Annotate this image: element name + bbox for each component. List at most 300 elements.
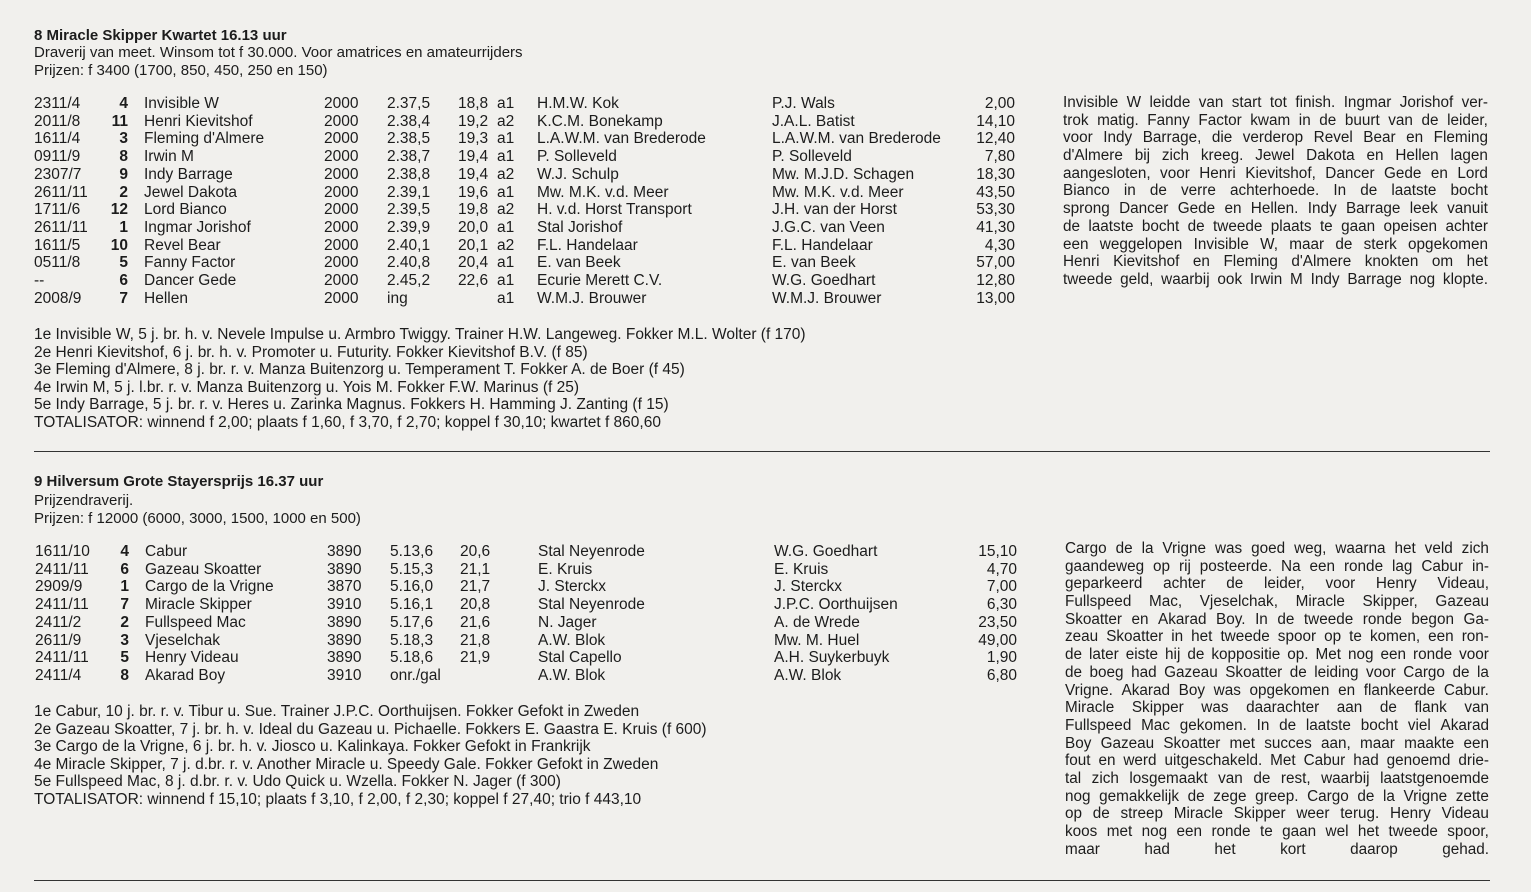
odds: 57,00 (976, 254, 1015, 272)
race-time: 5.16,0 (390, 578, 434, 596)
odds: 12,80 (976, 272, 1015, 289)
form-date: 0911/9 (34, 148, 81, 166)
word: veld (1424, 540, 1453, 557)
word: bij (1134, 147, 1151, 165)
word: de (1253, 769, 1271, 787)
horse-name: Hellen (144, 289, 188, 307)
word: Ga- (1463, 610, 1489, 628)
word: Fanny (1147, 111, 1190, 129)
driver: L.A.W.M. van Brederode (772, 130, 941, 148)
report-line (1063, 165, 1488, 183)
word: maar (1360, 734, 1395, 752)
driver: F.L. Handelaar (772, 236, 873, 254)
word: Kievitshof, (1245, 164, 1316, 182)
report-line (1065, 823, 1489, 841)
distance: 3890 (327, 631, 362, 649)
word: aan, (1321, 734, 1351, 752)
race-time: 5.17,6 (390, 613, 434, 631)
word: bocht (1360, 716, 1399, 734)
word: later (1089, 646, 1119, 664)
race-time: 2.39,5 (387, 201, 431, 219)
race-time: 2.37,5 (387, 95, 431, 112)
word: was (1201, 699, 1229, 717)
word: laatste (1305, 716, 1351, 734)
word: Skoatter (1163, 734, 1221, 752)
word: het (1357, 823, 1380, 840)
word: en (1098, 752, 1116, 770)
pedigree-line: 4e Miracle Skipper, 7 j. d.br. r. v. Another Miracle u. Speedy Gale. Fokker Gefokt in Zweden (34, 755, 659, 773)
race-time: 2.38,5 (387, 130, 431, 148)
word: de (1335, 235, 1353, 253)
word: hij (1165, 646, 1181, 664)
word: nog (1141, 823, 1168, 840)
word: van (1198, 94, 1224, 111)
word: het (1394, 540, 1416, 557)
word: Vjeselchak, (1199, 593, 1278, 611)
word: trok (1063, 111, 1089, 129)
word: In (1333, 182, 1347, 200)
report-line (1065, 717, 1489, 735)
form-date: -- (34, 272, 45, 289)
word: Gazeau (1435, 593, 1489, 611)
word: flankeerde (1363, 681, 1436, 699)
word: de (1279, 716, 1297, 734)
owner: E. Kruis (538, 560, 593, 578)
word: Henri (1199, 164, 1236, 182)
owner: H.M.W. Kok (537, 95, 619, 112)
km-time: 21,8 (460, 631, 491, 649)
word: van (1388, 111, 1413, 129)
word: Skoatter (1225, 663, 1283, 681)
word: Henry (1375, 575, 1417, 593)
word: een (1063, 235, 1089, 253)
amateur-class: a1 (497, 254, 515, 272)
pedigree-line: 1e Invisible W, 5 j. br. h. v. Nevele Impulse u. Armbro Twiggy. Trainer H.W. Langeweg. Fokker M.L. Wolter (f 170) (34, 326, 806, 343)
horse-name: Ingmar Jorishof (144, 218, 251, 236)
race-time: 2.40,8 (387, 254, 431, 272)
word: Jewel (1255, 147, 1295, 165)
word: een (1309, 557, 1336, 575)
word: maar (1289, 235, 1325, 253)
report-line: tweede geld, waarbij ook Irwin M Indy Barrage nog klopte. (1063, 270, 1488, 288)
word: zege (1213, 787, 1247, 805)
race-time: 5.18,3 (390, 631, 434, 649)
form-date: 2411/11 (35, 560, 89, 578)
word: verre (1180, 182, 1216, 200)
odds: 2,00 (984, 95, 1015, 112)
start-number: 2 (119, 183, 128, 201)
report-line (1065, 699, 1489, 717)
km-time: 21,6 (460, 613, 491, 631)
odds: 6,80 (986, 666, 1017, 684)
driver: J.H. van der Horst (772, 201, 897, 219)
report-line (1063, 200, 1488, 218)
word: te (1259, 823, 1273, 840)
driver: J. Sterckx (774, 578, 843, 596)
word: met (1106, 823, 1133, 840)
start-number: 7 (119, 289, 128, 307)
horse-name: Henri Kievitshof (144, 112, 253, 130)
horse-name: Revel Bear (144, 236, 221, 254)
word: Bear (1363, 129, 1396, 147)
word: Kievitshof (1113, 253, 1180, 271)
word: Barrage, (1142, 129, 1202, 147)
word: Dancer (1325, 164, 1375, 182)
odds: 1,90 (986, 649, 1017, 667)
horse-name: Henry Videau (145, 649, 239, 667)
distance: 2000 (324, 289, 359, 307)
amateur-class: a2 (497, 236, 515, 254)
km-time: 19,4 (458, 148, 489, 166)
distance: 3890 (327, 649, 362, 667)
start-number: 12 (110, 201, 128, 219)
driver: J.A.L. Batist (772, 112, 855, 130)
form-date: 2411/11 (35, 649, 89, 667)
owner: W.J. Schulp (537, 165, 619, 183)
word: Mac, (1148, 593, 1183, 611)
word: Invisible (1193, 235, 1249, 253)
distance: 2000 (324, 165, 359, 183)
word: de (1187, 787, 1205, 805)
word: een (1463, 734, 1489, 752)
owner: W.M.J. Brouwer (537, 289, 647, 307)
word: in (1171, 628, 1184, 646)
word: de (1360, 182, 1378, 200)
km-time: 22,6 (458, 272, 489, 289)
word: en (1366, 147, 1384, 165)
report-line (1065, 628, 1489, 646)
word: laatste (1088, 217, 1134, 235)
race9-notes (34, 703, 707, 809)
km-time: 20,4 (458, 254, 489, 272)
word: Na (1281, 557, 1301, 575)
word: tweede (1220, 628, 1270, 646)
report-line (1065, 682, 1489, 700)
distance: 3890 (327, 543, 362, 560)
word: en (1430, 164, 1448, 182)
race-time: 2.39,1 (387, 183, 431, 201)
word: Miracle (1173, 805, 1223, 823)
word: Barrage (1345, 200, 1401, 218)
driver: W.M.J. Brouwer (772, 289, 882, 307)
word: spoor (1277, 628, 1317, 646)
word: Miracle (1065, 699, 1115, 717)
word: uitgeschakeld. (1164, 752, 1263, 770)
owner: Stal Neyenrode (538, 543, 645, 560)
owner: F.L. Handelaar (537, 236, 638, 254)
report-line (1065, 735, 1489, 753)
word: Akarad (1440, 716, 1489, 734)
distance: 2000 (324, 236, 359, 254)
word: de (1226, 575, 1244, 593)
word: ver- (1461, 94, 1488, 111)
word: in (1123, 182, 1136, 200)
odds: 7,00 (986, 578, 1017, 596)
odds: 7,80 (984, 148, 1015, 166)
amateur-class: a2 (497, 112, 515, 130)
form-date: 2411/2 (35, 613, 82, 631)
owner: Mw. M.K. v.d. Meer (537, 183, 669, 201)
word: de (1063, 217, 1081, 235)
section-divider (34, 451, 1490, 452)
word: de (1357, 787, 1375, 805)
word: op (1324, 628, 1342, 646)
report-line (1065, 611, 1489, 629)
race-time: 2.40,1 (387, 236, 431, 254)
word: daarachter (1246, 699, 1320, 717)
form-date: 2411/4 (35, 666, 82, 684)
start-number: 5 (119, 254, 128, 272)
word: bocht (1141, 217, 1180, 235)
horse-name: Lord Bianco (144, 201, 227, 219)
owner: E. van Beek (537, 254, 621, 272)
form-date: 1611/4 (34, 130, 81, 148)
word: Mac (1141, 716, 1170, 734)
driver: J.P.C. Oorthuijsen (774, 596, 898, 614)
word: om (1431, 253, 1454, 271)
distance: 2000 (324, 183, 359, 201)
start-number: 2 (120, 613, 129, 631)
report-line (1065, 540, 1489, 558)
word: aangesloten, (1063, 164, 1151, 182)
owner: Stal Neyenrode (538, 596, 645, 614)
word: te (1349, 628, 1362, 646)
word: leider, (1447, 111, 1488, 129)
word: Jorishof (1399, 94, 1454, 111)
form-date: 1711/6 (34, 201, 81, 219)
report-line (1063, 236, 1488, 254)
word: en (1192, 253, 1210, 271)
pedigree-line: 5e Indy Barrage, 5 j. br. r. v. Heres u. Zarinka Magnus. Fokkers H. Hamming J. Zanting (f 15) (34, 396, 669, 414)
owner: J. Sterckx (538, 578, 607, 596)
owner: A.W. Blok (538, 666, 606, 684)
word: de (1277, 610, 1295, 628)
word: zette (1455, 787, 1489, 805)
race9-subtitle1: Prijzendraverij. (34, 492, 134, 509)
form-date: 2611/11 (34, 218, 88, 236)
word: voor (1365, 663, 1396, 681)
race-time: 5.13,6 (390, 543, 434, 560)
km-time: 20,6 (460, 543, 491, 560)
owner: H. v.d. Horst Transport (537, 201, 692, 219)
odds: 6,30 (986, 596, 1017, 614)
word: Miracle (1295, 593, 1345, 611)
start-number: 11 (111, 112, 128, 130)
bottom-divider (34, 880, 1490, 881)
word: Met (1315, 646, 1341, 664)
word: voor (1459, 646, 1489, 664)
word: achter (1445, 217, 1488, 235)
word: de (1319, 111, 1337, 129)
report-line (1065, 664, 1489, 682)
word: Cabur (1421, 557, 1464, 575)
word: d'Almere (1063, 147, 1123, 165)
word: Cabur. (1443, 681, 1489, 699)
form-date: 2611/11 (34, 183, 88, 201)
word: had (1131, 663, 1157, 681)
distance: 2000 (324, 112, 359, 130)
distance: 3870 (327, 578, 362, 596)
word: opgekomen (1408, 235, 1488, 253)
word: Henri (1063, 253, 1100, 271)
word: Vrigne. (1065, 681, 1113, 699)
form-date: 2011/8 (34, 112, 81, 130)
odds: 13,00 (976, 289, 1015, 307)
word: in- (1471, 557, 1489, 575)
word: de (1092, 805, 1110, 823)
form-date: 2411/11 (35, 596, 89, 614)
start-number: 10 (110, 236, 128, 254)
word: waarna (1335, 540, 1386, 557)
word: vanuit (1447, 200, 1488, 218)
word: leiding (1314, 663, 1359, 681)
amateur-class: a1 (497, 130, 515, 148)
odds: 14,10 (976, 112, 1015, 130)
report-line (1063, 182, 1488, 200)
km-time: 18,8 (458, 95, 489, 112)
amateur-class: a1 (497, 148, 515, 166)
word: een (1176, 823, 1203, 840)
word: weggelopen (1099, 235, 1183, 253)
word: zich (1461, 540, 1489, 557)
amateur-class: a2 (497, 165, 515, 183)
word: het (1466, 253, 1488, 271)
word: koppositie (1211, 646, 1281, 664)
distance: 3890 (327, 613, 362, 631)
word: Cabur (1303, 752, 1346, 770)
word: leek (1409, 200, 1438, 218)
form-date: 1611/5 (34, 236, 81, 254)
horse-name: Dancer Gede (144, 272, 237, 289)
report-line (1063, 253, 1488, 271)
word: Akarad (1158, 610, 1207, 628)
word: tweede (1388, 823, 1438, 840)
race8-report (1063, 94, 1488, 289)
report-line: maar had het kort daarop gehad. (1065, 840, 1489, 858)
driver: P. Solleveld (772, 148, 852, 166)
distance: 2000 (324, 272, 359, 289)
word: Vrigne (1162, 540, 1207, 557)
word: ronde (1211, 823, 1251, 840)
word: In (1256, 716, 1270, 734)
race-time: onr./gal (390, 666, 441, 684)
word: Gazeau (1100, 734, 1155, 752)
word: en (1406, 129, 1424, 147)
word: fout (1065, 752, 1091, 770)
owner: K.C.M. Bonekamp (537, 112, 663, 130)
driver: A.H. Suykerbuyk (774, 649, 890, 667)
word: de (1149, 182, 1167, 200)
race9-subtitle2: Prijzen: f 12000 (6000, 3000, 1500, 1000 en 500) (34, 510, 361, 527)
word: Boy. (1216, 610, 1246, 628)
word: een (1380, 646, 1406, 664)
owner: P. Solleveld (537, 148, 617, 166)
driver: A.W. Blok (774, 666, 842, 684)
report-line (1065, 788, 1489, 806)
driver: E. Kruis (774, 560, 829, 578)
word: Lord (1457, 164, 1488, 182)
word: van (1218, 769, 1243, 787)
word: Videau, (1437, 575, 1489, 593)
word: drie- (1458, 752, 1489, 770)
word: laatste (1391, 182, 1437, 200)
race8-notes (34, 326, 806, 432)
word: tot (1269, 94, 1287, 111)
distance: 3890 (327, 560, 362, 578)
word: goed (1251, 540, 1286, 557)
driver: Mw. M.K. v.d. Meer (772, 183, 904, 201)
distance: 2000 (324, 201, 359, 219)
word: posteerde. (1199, 557, 1273, 575)
word: de (1065, 646, 1083, 664)
odds: 41,30 (976, 218, 1015, 236)
word: aan (1336, 699, 1363, 717)
word: sprong (1063, 200, 1110, 218)
horse-name: Cargo de la Vrigne (145, 578, 274, 596)
owner: Ecurie Merett C.V. (537, 272, 663, 289)
report-line (1065, 770, 1489, 788)
horse-name: Vjeselchak (145, 631, 220, 649)
word: voor (1160, 164, 1190, 182)
start-number: 4 (120, 543, 129, 560)
word: nog (1347, 646, 1374, 664)
word: la (1476, 663, 1489, 681)
start-number: 8 (119, 148, 128, 166)
odds: 4,70 (986, 560, 1017, 578)
word: van (1464, 699, 1489, 717)
distance: 2000 (324, 95, 359, 112)
odds: 12,40 (976, 130, 1015, 148)
word: streep (1120, 805, 1163, 823)
pedigree-line: 2e Henri Kievitshof, 6 j. br. h. v. Promoter u. Futurity. Fokker Kievitshof B.V. (f 85) (34, 343, 588, 361)
word: koos (1065, 823, 1098, 840)
word: tal (1065, 769, 1082, 787)
km-time: 19,3 (458, 130, 489, 148)
word: knokten (1364, 253, 1419, 271)
word: opgekomen (1249, 681, 1330, 699)
word: Gede (1384, 164, 1422, 182)
race9-title: 9 Hilversum Grote Stayersprijs 16.37 uur (34, 473, 324, 490)
word: rij (1178, 557, 1191, 575)
word: Akarad (1121, 681, 1171, 699)
start-number: 4 (119, 95, 128, 112)
word: buurt (1344, 111, 1380, 129)
driver: W.G. Goedhart (772, 272, 876, 289)
word: leider, (1263, 575, 1305, 593)
word: Cargo (1065, 540, 1107, 557)
odds: 15,10 (978, 543, 1017, 560)
word: eiste (1125, 646, 1159, 664)
start-number: 6 (120, 560, 129, 578)
word: laatstgenoemde (1380, 769, 1489, 787)
word: wel (1325, 823, 1349, 840)
km-time: 20,8 (460, 596, 491, 614)
word: Cargo (1403, 663, 1445, 681)
word: achter (1163, 575, 1206, 593)
pedigree-line: 4e Irwin M, 5 j. l.br. r. v. Manza Buitenzorg u. Yois M. Fokker F.W. Marinus (f 25) (34, 378, 579, 396)
word: genoemd (1386, 752, 1451, 770)
form-date: 0511/8 (34, 254, 81, 272)
word: Skipper (1233, 805, 1286, 823)
word: gaandeweg (1065, 557, 1145, 575)
horse-name: Irwin M (144, 148, 194, 166)
word: Met (1270, 752, 1296, 770)
word: gaan (1341, 217, 1376, 235)
horse-name: Cabur (145, 543, 188, 560)
word: gemakkelijk (1099, 787, 1180, 805)
form-date: 2008/9 (34, 289, 82, 307)
word: weg, (1294, 540, 1327, 557)
